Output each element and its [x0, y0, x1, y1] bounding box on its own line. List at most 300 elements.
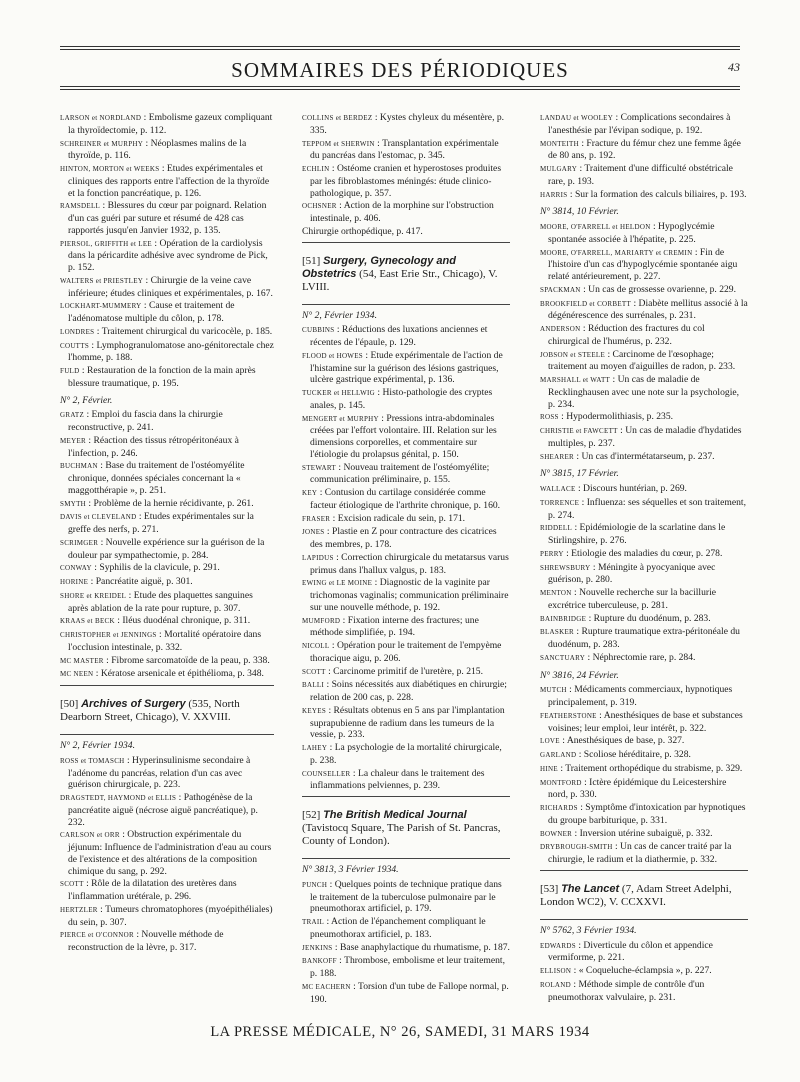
entry-authors: EDWARDS: [540, 941, 576, 950]
entry-authors: LARSON et NORDLAND: [60, 114, 142, 122]
entry-text: Fixation interne des fractures; une méthode simplifiée, p. 194.: [310, 614, 479, 639]
entry-text: Carcinome de l'œsophage; traitement au moyen d'aiguilles de radon, p. 233.: [548, 348, 736, 373]
entry-text: Symptôme d'intoxication par hypnotiques du groupe barbiturique, p. 331.: [548, 802, 746, 826]
entry-authors: BUCHMAN: [60, 462, 98, 471]
entry-authors: CARLSON et ORR: [60, 831, 120, 840]
entry-authors: MENTON: [540, 589, 572, 597]
entry-text: Diverticule du côlon et appendice vermiforme, p. 221.: [548, 939, 713, 964]
entry-authors: MC MASTER: [60, 656, 104, 665]
entry-authors: COUNSELLER: [302, 769, 351, 778]
entry: KEY : Contusion du cartilage considérée comme facteur étiologique de l'arthrite chronique, p. 160.: [302, 487, 501, 511]
header-rule-bottom-2: [60, 89, 740, 90]
journal-title: [302, 809, 510, 848]
entry: ANDERSON : Réduction des fractures du col chirurgical de l'humérus, p. 232.: [540, 323, 705, 347]
entry-authors: ROLAND: [540, 980, 571, 989]
entry-text: Carcinome primitif de l'uretère, p. 215.: [333, 665, 483, 677]
entry: FLOOD et HOWES : Etude expérimentale de l'action de l'histamine sur la guérison des lésions gastriques, ulcère gastrique expérimental, p. 136.: [302, 349, 503, 386]
journal-address: (Tavistocq Square, The Parish of St. Pancras, County of London).: [302, 822, 501, 847]
journal-number: [52]: [302, 809, 321, 821]
entry-text: Un cas de maladie d'hydatides multiples, p. 237.: [548, 425, 742, 449]
journal-name: Archives of Surgery: [81, 698, 186, 710]
entry: BOWNER : Inversion utérine subaiguë, p. 332.: [540, 827, 713, 839]
entry-authors: BLASKER: [540, 628, 574, 637]
entry: LARSON et NORDLAND : Embolisme gazeux compliquant la thyroïdectomie, p. 112.: [60, 112, 273, 136]
entry-authors: EWING et LE MOINE: [302, 579, 373, 588]
entry-text: Discours huntérian, p. 269.: [583, 483, 687, 494]
entry-text: Rôle de la dilatation des uretères dans l'inflammation urétérale, p. 296.: [68, 878, 237, 902]
entry-text: Pathogénèse de la pancréatite aiguë (nécrose aiguë pancréatique), p. 232.: [68, 792, 258, 828]
entry-text: Inversion utérine subaiguë, p. 332.: [579, 827, 713, 839]
column-1: [60, 112, 274, 955]
entry: TEPPOM et SHERWIN : Transplantation expérimentale du pancréas dans l'estomac, p. 345.: [302, 137, 499, 162]
entry: FEATHERSTONE : Anesthésiques de base et substances voisines; leur emploi, leur intérêt, p. 322.: [540, 709, 743, 734]
entry: MONTEITH : Fracture du fémur chez une femme âgée de 80 ans, p. 192.: [540, 137, 741, 162]
entry-text: Rupture du duodénum, p. 283.: [593, 612, 711, 624]
entry-text: Fracture du fémur chez une femme âgée de 80 ans, p. 192.: [548, 137, 741, 162]
entry-text: Etude expérimentale de l'action de l'histamine sur la guérison des lésions gastriques, ulcère gastrique expérimental, p. 136.: [310, 349, 503, 386]
entry-text: Base du traitement de l'ostéomyélite chronique, données spéciales concernant la « maggotthérapie », p. 251.: [68, 460, 245, 496]
entry: MEYER : Réaction des tissus rétropéritonéaux à l'infection, p. 246.: [60, 434, 239, 459]
entry-text: Scoliose héréditaire, p. 328.: [583, 749, 691, 760]
entry-authors: BALLI: [302, 681, 325, 690]
entry-authors: DAVIS et CLEVELAND: [60, 513, 137, 522]
entry-authors: WALTERS et PRIESTLEY: [60, 276, 144, 285]
entry-authors: SCOTT: [60, 880, 84, 889]
entry-authors: MULGARY: [540, 165, 578, 173]
entry-text: Histo-pathologie des cryptes anales, p. 145.: [310, 387, 493, 411]
entry-authors: MENGERT et MURPHY: [302, 414, 379, 423]
entry: BUCHMAN : Base du traitement de l'ostéomyélite chronique, données spéciales concernant la « maggotthérapie », p. 251.: [60, 460, 245, 496]
entry-text: Nouveau traitement de l'ostéomyélite; communication préliminaire, p. 155.: [310, 461, 490, 486]
entry: KEYES : Résultats obtenus en 5 ans par l'implantation suprapubienne de radium dans les tumeurs de la vessie, p. 233.: [302, 704, 505, 741]
entry: SCOTT : Carcinome primitif de l'uretère, p. 215.: [302, 665, 483, 677]
entry-text: Action de la morphine sur l'obstruction intestinale, p. 406.: [310, 200, 494, 224]
entry: STEWART : Nouveau traitement de l'ostéomyélite; communication préliminaire, p. 155.: [302, 461, 490, 486]
entry: MENGERT et MURPHY : Pressions intra-abdominales créées par l'effort volontaire. III. Relation sur les dimensions corporelles, et commentaire sur l'étiologie du prolapsus génital, p. 150.: [302, 412, 497, 460]
header-rule-top-2: [60, 49, 740, 50]
entry-text: Diabète mellitus associé à la dégénérescence des surrénales, p. 231.: [548, 297, 748, 322]
entry: COUTTS : Lymphogranulomatose ano-génitorectale chez l'homme, p. 188.: [60, 339, 274, 364]
entry: CUBBINS : Réductions des luxations anciennes et récentes de l'épaule, p. 129.: [302, 324, 488, 348]
entry-authors: SCHREINER et MURPHY: [60, 139, 144, 148]
entry-text: Rupture traumatique extra-péritonéale du duodénum, p. 283.: [548, 626, 740, 650]
entry-text: Méthode simple de contrôle d'un pneumothorax valvulaire, p. 231.: [548, 978, 705, 1003]
entry-authors: LAPIDUS: [302, 553, 334, 562]
entry-authors: SHORE et KREIDEL: [60, 591, 127, 600]
entry-text: Hyperinsulinisme secondaire à l'adénome du pancréas, relation d'un cas avec guérison chirurgicale, p. 223.: [68, 754, 251, 791]
entry: WALTERS et PRIESTLEY : Chirurgie de la veine cave inférieure; études cliniques et expérimentales, p. 167.: [60, 274, 273, 299]
entry: PERRY : Etiologie des maladies du cœur, p. 278.: [540, 547, 723, 559]
entry: TRAIL : Action de l'épanchement compliquant le pneumothorax artificiel, p. 183.: [302, 916, 486, 940]
entry-text: Méningite à pyocyanique avec guérison, p. 280.: [548, 561, 716, 586]
page-number: 43: [728, 60, 740, 74]
entry-text: Excision radicale du sein, p. 171.: [337, 512, 466, 524]
entry: FULD : Restauration de la fonction de la main après blessure traumatique, p. 195.: [60, 365, 256, 389]
page-footer: LA PRESSE MÉDICALE, N° 26, SAMEDI, 31 MARS 1934: [210, 1024, 590, 1040]
entry: HINTON, MORTON et WEEKS : Etudes expérimentales et cliniques des rapports entre l'affection de la thyroïde et la fonction pancréatique, p. 126.: [60, 163, 270, 199]
entry: SCHREINER et MURPHY : Néoplasmes malins de la thyroïde, p. 116.: [60, 137, 247, 162]
entry-authors: SHREWSBURY: [540, 563, 591, 572]
entry-text: Quelques points de technique pratique dans le traitement de la tuberculose pulmonaire par le pneumothorax artificiel, p. 179.: [310, 878, 502, 915]
journal-block: [540, 870, 748, 920]
entry: SANCTUARY : Néphrectomie rare, p. 284.: [540, 651, 696, 663]
entry: MC EACHERN : Torsion d'un tube de Fallope normal, p. 190.: [302, 980, 509, 1005]
entry-text: Contusion du cartilage considérée comme facteur étiologique de l'arthrite chronique, p. 160.: [310, 487, 501, 511]
entry: JONES : Plastie en Z pour contracture des cicatrices des membres, p. 178.: [302, 526, 497, 550]
entry-authors: HINE: [540, 764, 558, 773]
entry: EDWARDS : Diverticule du côlon et appendice vermiforme, p. 221.: [540, 939, 713, 964]
entry-text: Etiologie des maladies du cœur, p. 278.: [571, 547, 723, 559]
entry: TUCKER et HELLWIG : Histo-pathologie des cryptes anales, p. 145.: [302, 387, 493, 411]
entry: BROOKFIELD et CORBETT : Diabète mellitus associé à la dégénérescence des surrénales, p. 231.: [540, 297, 748, 322]
page-header: [60, 40, 740, 100]
entry-text: Plastie en Z pour contracture des cicatrices des membres, p. 178.: [310, 526, 497, 550]
header-rule-top: [60, 46, 740, 47]
entry: DAVIS et CLEVELAND : Etudes expérimentales sur la greffe des nerfs, p. 271.: [60, 511, 254, 535]
entry-authors: SPACKMAN: [540, 285, 581, 294]
entry-authors: COLLINS et BERDEZ: [302, 114, 373, 122]
entry-authors: MC EACHERN: [302, 982, 351, 991]
entry-authors: LONDRES: [60, 327, 95, 336]
entry: ECHLIN : Ostéome cranien et hyperostoses produites par les fibroblastomes méningés: étude clinico-pathologique, p. 357.: [302, 163, 502, 199]
entry-text: Sur la formation des calculs biliaires, p. 193.: [574, 188, 747, 200]
entry-text: Etude des plaquettes sanguines après ablation de la rate pour rupture, p. 307.: [68, 589, 253, 614]
entry-authors: ECHLIN: [302, 165, 330, 173]
journal-address: (7, Adam Street Adelphi, London WC2), V. CCXXVI.: [540, 882, 732, 908]
entry-text: Opération de la cardiolysis dans la péricardite adhésive avec syndrome de Pick, p. 152.: [68, 237, 268, 273]
entry-text: La chaleur dans le traitement des inflammations pelviennes, p. 239.: [310, 767, 485, 792]
entry-text: Un cas de maladie de Recklinghausen avec une note sur la psychologie, p. 234.: [548, 374, 740, 410]
entry: MOORE, O'FARRELL et HELDON : Hypoglycémie spontanée associée à l'hépatite, p. 225.: [540, 221, 715, 245]
entry: DRYBROUGH-SMITH : Un cas de cancer traité par la chirurgie, le radium et la diathermie, p. 332.: [540, 841, 732, 865]
journal-number: [50]: [60, 698, 79, 710]
entry: MC NEEN : Kératose arsenicale et épithélioma, p. 348.: [60, 668, 264, 680]
issue-heading: N° 3816, 24 Février.: [540, 669, 619, 681]
entry-authors: LAHEY: [302, 744, 328, 752]
entry: SHORE et KREIDEL : Etude des plaquettes sanguines après ablation de la rate pour rupture, p. 307.: [60, 589, 253, 614]
entry: ROLAND : Méthode simple de contrôle d'un pneumothorax valvulaire, p. 231.: [540, 978, 705, 1003]
entry-text: Etudes expérimentales et cliniques des rapports entre l'affection de la thyroïde et la fonction pancréatique, p. 126.: [68, 163, 270, 199]
entry-text: Base anaphylactique du rhumatisme, p. 187.: [339, 941, 510, 953]
entry-authors: TORRENCE: [540, 498, 580, 507]
entry: TORRENCE : Influenza: ses séquelles et son traitement, p. 274.: [540, 496, 746, 521]
journal-title: [540, 883, 748, 909]
entry-text: Hypodermolithiasis, p. 235.: [566, 411, 674, 423]
entry: SHREWSBURY : Méningite à pyocyanique avec guérison, p. 280.: [540, 561, 716, 586]
entry: JOBSON et STEELE : Carcinome de l'œsophage; traitement au moyen d'aiguilles de radon, p. 233.: [540, 348, 736, 373]
entry: MOORE, O'FARRELL, MARIARTY et CREMIN : Fin de l'histoire d'un cas d'hypoglycémie spontanée aigu relaté antérieurement, p. 227.: [540, 246, 738, 282]
entry: HERTZLER : Tumeurs chromatophores (myoépithéliales) du sein, p. 307.: [60, 903, 273, 928]
issue-heading: N° 2, Février.: [60, 394, 113, 406]
entry: LOCKHART-MUMMERY : Cause et traitement de l'adénomatose multiple du côlon, p. 178.: [60, 300, 235, 324]
entry-text: Réaction des tissus rétropéritonéaux à l'infection, p. 246.: [68, 434, 239, 459]
issue-heading: N° 5762, 3 Février 1934.: [540, 924, 637, 936]
entry-authors: SMYTH: [60, 499, 87, 508]
entry-authors: LOVE: [540, 737, 560, 746]
entry: COLLINS et BERDEZ : Kystes chyleux du mésentère, p. 335.: [302, 112, 505, 136]
entry: CONWAY : Syphilis de la clavicule, p. 291.: [60, 562, 220, 574]
entry-authors: HARRIS: [540, 190, 568, 199]
journal-address: (535, North Dearborn Street, Chicago), V. XXVIII.: [60, 698, 240, 723]
entry-text: Néphrectomie rare, p. 284.: [592, 651, 696, 663]
entry: [302, 226, 510, 238]
entry-text: Pressions intra-abdominales créées par l'effort volontaire. III. Relation sur les dimensions corporelles, et commentaire sur l'étiologie du prolapsus génital, p. 150.: [310, 412, 497, 460]
entry: LOVE : Anesthésiques de base, p. 327.: [540, 735, 685, 747]
entry-text: Tumeurs chromatophores (myoépithéliales) du sein, p. 307.: [68, 903, 273, 928]
entry-authors: MOORE, O'FARRELL et HELDON: [540, 223, 651, 231]
entry-authors: OCHSNER: [302, 202, 337, 211]
entry-text: Ictère épidémique du Leicestershire nord, p. 330.: [548, 776, 727, 801]
entry: MUTCH : Médicaments commerciaux, hypnotiques principalement, p. 319.: [540, 684, 733, 708]
entry-text: Torsion d'un tube de Fallope normal, p. 190.: [310, 980, 509, 1005]
entry-text: Kératose arsenicale et épithélioma, p. 348.: [100, 668, 264, 680]
entry-authors: BANKOFF: [302, 957, 337, 966]
entry-text: Transplantation expérimentale du pancréas dans l'estomac, p. 345.: [310, 137, 499, 162]
entry: HINE : Traitement orthopédique du strabisme, p. 329.: [540, 762, 743, 774]
entry-authors: HORINE: [60, 578, 89, 586]
entry: WALLACE : Discours huntérian, p. 269.: [540, 483, 687, 494]
entry-authors: KEY: [302, 489, 318, 497]
entry: PIERSOL, GRIFFITH et LEE : Opération de la cardiolysis dans la péricardite adhésive avec syndrome de Pick, p. 152.: [60, 237, 268, 273]
entry: LONDRES : Traitement chirurgical du varicocèle, p. 185.: [60, 325, 273, 337]
entry-authors: DRYBROUGH-SMITH: [540, 843, 613, 852]
entry: BAINBRIDGE : Rupture du duodénum, p. 283.: [540, 612, 711, 624]
entry: RICHARDS : Symptôme d'intoxication par hypnotiques du groupe barbiturique, p. 331.: [540, 802, 746, 826]
entry-text: Embolisme gazeux compliquant la thyroïdectomie, p. 112.: [68, 112, 273, 136]
entry: GARLAND : Scoliose héréditaire, p. 328.: [540, 749, 691, 760]
entry: JENKINS : Base anaphylactique du rhumatisme, p. 187.: [302, 941, 510, 953]
entry-authors: MC NEEN: [60, 670, 94, 679]
entry-text: « Coqueluche-éclampsia », p. 227.: [578, 965, 712, 976]
entry: LAHEY : La psychologie de la mortalité chirurgicale, p. 238.: [302, 742, 502, 766]
entry-authors: MONTEITH: [540, 139, 579, 148]
entry-text: Complications secondaires à l'anesthésie par l'évipan sodique, p. 192.: [548, 112, 731, 136]
entry-text: Un cas de cancer traité par la chirurgie, le radium et la diathermie, p. 332.: [548, 841, 732, 865]
entry: SMYTH : Problème de la hernie récidivante, p. 261.: [60, 497, 254, 509]
entry-authors: FEATHERSTONE: [540, 711, 597, 720]
entry-authors: BOWNER: [540, 829, 573, 838]
entry-authors: MOORE, O'FARRELL, MARIARTY et CREMIN: [540, 248, 693, 257]
entry-text: Emploi du fascia dans la chirurgie reconstructive, p. 241.: [68, 409, 223, 433]
entry: SPACKMAN : Un cas de grossesse ovarienne, p. 229.: [540, 283, 737, 295]
entry-text: Correction chirurgicale du metatarsus varus primus dans l'hallux valgus, p. 183.: [310, 551, 509, 576]
entry-authors: COUTTS: [60, 341, 90, 350]
entry: HARRIS : Sur la formation des calculs biliaires, p. 193.: [540, 188, 747, 200]
entry-authors: SHEARER: [540, 452, 574, 461]
entry: SCRIMGER : Nouvelle expérience sur la guérison de la douleur par sympathectomie, p. 284.: [60, 536, 265, 561]
entry-authors: HERTZLER: [60, 905, 98, 914]
entry-authors: DRAGSTEDT, HAYMOND et ELLIS: [60, 794, 177, 802]
entry-text: Hypoglycémie spontanée associée à l'hépatite, p. 225.: [548, 221, 715, 245]
entry-authors: MARSHALL et WATT: [540, 376, 611, 384]
entry-text: Pancréatite aiguë, p. 301.: [95, 576, 193, 587]
entry-authors: PUNCH: [302, 880, 328, 889]
entry-text: Anesthésiques de base et substances voisines; leur emploi, leur intérêt, p. 322.: [548, 709, 743, 734]
entry: MUMFORD : Fixation interne des fractures; une méthode simplifiée, p. 194.: [302, 614, 479, 639]
entry-text: Opération pour le traitement de l'empyème thoracique aigu, p. 206.: [310, 640, 502, 664]
entry-authors: CHRISTOPHER et JENNINGS: [60, 631, 157, 639]
entry-text: Iléus duodénal chronique, p. 311.: [122, 615, 251, 627]
entry-authors: ELLISON: [540, 967, 572, 975]
entry: COUNSELLER : La chaleur dans le traitement des inflammations pelviennes, p. 239.: [302, 767, 485, 792]
entry-authors: CUBBINS: [302, 326, 335, 335]
entry: LANDAU et WOOLEY : Complications secondaires à l'anesthésie par l'évipan sodique, p. 192.: [540, 112, 731, 136]
entry: LAPIDUS : Correction chirurgicale du metatarsus varus primus dans l'hallux valgus, p. 183.: [302, 551, 509, 576]
entry-authors: RICHARDS: [540, 804, 578, 812]
entry-authors: FLOOD et HOWES: [302, 351, 363, 360]
entry-authors: FRASER: [302, 514, 331, 523]
entry: DRAGSTEDT, HAYMOND et ELLIS : Pathogénèse de la pancréatite aiguë (nécrose aiguë pancréatique), p. 232.: [60, 792, 258, 828]
entry-text: Restauration de la fonction de la main après blessure traumatique, p. 195.: [68, 365, 256, 389]
entry-text: Néoplasmes malins de la thyroïde, p. 116.: [68, 137, 247, 162]
entry: MULGARY : Traitement d'une difficulté obstétricale rare, p. 193.: [540, 163, 733, 187]
entry-text: Etudes expérimentales sur la greffe des nerfs, p. 271.: [68, 511, 254, 535]
entry-text: Kystes chyleux du mésentère, p. 335.: [310, 112, 505, 136]
entry: MENTON : Nouvelle recherche sur la bacillurie excrétrice tuberculeuse, p. 281.: [540, 587, 717, 611]
entry-text: Obstruction expérimentale du jéjunum: Influence de l'administration d'eau au cours de l'existence et des altérations de la composition chimique du sang, p. 292.: [68, 829, 272, 877]
entry-authors: RAMSDELL: [60, 202, 101, 211]
entry-text: Nouvelle méthode de reconstruction de la lèvre, p. 317.: [68, 929, 224, 953]
entry-text: Résultats obtenus en 5 ans par l'implantation suprapubienne de radium dans les tumeurs de la vessie, p. 233.: [310, 704, 505, 741]
entry-authors: BROOKFIELD et CORBETT: [540, 299, 632, 308]
entry-authors: GARLAND: [540, 751, 577, 759]
entry-text: Lymphogranulomatose ano-génitorectale chez l'homme, p. 188.: [68, 339, 274, 364]
entry-authors: CHRISTIE et FAWCETT: [540, 427, 618, 435]
entry-text: Traitement d'une difficulté obstétricale rare, p. 193.: [548, 163, 733, 187]
entry-authors: KRAAS et BECK: [60, 617, 115, 626]
entry: EWING et LE MOINE : Diagnostic de la vaginite par trichomonas vaginalis; communication préliminaire sur une nouvelle méthode, p. 192.: [302, 577, 509, 613]
entry-text: Syphilis de la clavicule, p. 291.: [99, 562, 220, 574]
entry: FRASER : Excision radicale du sein, p. 171.: [302, 512, 466, 524]
entry-authors: MUTCH: [540, 686, 567, 695]
entry-authors: PERRY: [540, 549, 564, 558]
entry: BANKOFF : Thrombose, embolisme et leur traitement, p. 188.: [302, 955, 505, 979]
journal-name: Surgery, Gynecology and Obstetrics: [302, 254, 456, 280]
issue-heading: N° 2, Février 1934.: [60, 740, 135, 751]
entry-text: Traitement orthopédique du strabisme, p. 329.: [565, 762, 743, 774]
entry-authors: JENKINS: [302, 943, 333, 952]
entry: ROSS : Hypodermolithiasis, p. 235.: [540, 411, 674, 423]
entry-text: Epidémiologie de la scarlatine dans le Stirlingshire, p. 276.: [548, 522, 726, 546]
entry-authors: SCOTT: [302, 667, 326, 676]
entry-text: Thrombose, embolisme et leur traitement, p. 188.: [310, 955, 505, 979]
entry-text: Réductions des luxations anciennes et récentes de l'épaule, p. 129.: [310, 324, 488, 348]
journal-block: [302, 242, 510, 305]
entry-text: Blessures du cœur par poignard. Relation d'un cas guéri par suture et résumé de 428 cas rapportés jusqu'en Janvier 1932, p. 135.: [68, 200, 267, 236]
entry-text: Un cas de grossesse ovarienne, p. 229.: [588, 283, 737, 295]
issue-heading: N° 2, Février 1934.: [302, 309, 377, 321]
journal-name: The British Medical Journal: [323, 809, 467, 821]
entry-text: Mortalité opératoire dans l'occlusion intestinale, p. 332.: [68, 629, 262, 653]
entry: KRAAS et BECK : Iléus duodénal chronique, p. 311.: [60, 615, 251, 627]
entry-authors: FULD: [60, 367, 80, 375]
journal-name: The Lancet: [561, 882, 620, 895]
entry-text: Anesthésiques de base, p. 327.: [566, 735, 685, 747]
entry: HORINE : Pancréatite aiguë, p. 301.: [60, 576, 193, 587]
entry-authors: MONTFORD: [540, 778, 582, 787]
column-2: [302, 112, 510, 1006]
entry: RAMSDELL : Blessures du cœur par poignard. Relation d'un cas guéri par suture et résumé de 428 cas rapportés jusqu'en Janvier 1932, p. 135.: [60, 200, 267, 236]
entry-text: Traitement chirurgical du varicocèle, p. 185.: [101, 325, 273, 337]
entry: ROSS et TOMASCH : Hyperinsulinisme secondaire à l'adénome du pancréas, relation d'un cas avec guérison chirurgicale, p. 223.: [60, 754, 251, 791]
entry-authors: KEYES: [302, 706, 327, 715]
entry-authors: BAINBRIDGE: [540, 614, 587, 623]
header-rule-bottom: [60, 86, 740, 87]
entry-authors: ANDERSON: [540, 325, 581, 333]
entry-authors: TEPPOM et SHERWIN: [302, 139, 375, 148]
entry: CARLSON et ORR : Obstruction expérimentale du jéjunum: Influence de l'administration d'eau au cours de l'existence et des altérations de la composition chimique du sang, p. 292.: [60, 829, 272, 877]
journal-title: [60, 698, 274, 724]
entry-authors: TRAIL: [302, 918, 325, 926]
entry: CHRISTIE et FAWCETT : Un cas de maladie d'hydatides multiples, p. 237.: [540, 425, 742, 449]
entry-authors: NICOLL: [302, 642, 330, 650]
entry-authors: SANCTUARY: [540, 653, 586, 662]
entry-text: La psychologie de la mortalité chirurgicale, p. 238.: [310, 742, 502, 766]
entry-text: Chirurgie orthopédique, p. 417.: [302, 225, 423, 237]
entry-authors: JOBSON et STEELE: [540, 350, 606, 359]
entry: RIDDELL : Epidémiologie de la scarlatine dans le Stirlingshire, p. 276.: [540, 522, 726, 546]
entry-text: Cause et traitement de l'adénomatose multiple du côlon, p. 178.: [68, 300, 235, 324]
issue-heading: N° 3813, 3 Février 1934.: [302, 864, 399, 875]
journal-number: [51]: [302, 254, 321, 267]
entry: SHEARER : Un cas d'intermétatarseum, p. 237.: [540, 450, 715, 462]
entry: MC MASTER : Fibrome sarcomatoïde de la peau, p. 338.: [60, 654, 270, 666]
entry-text: Soins nécessités aux diabétiques en chirurgie; relation de 200 cas, p. 228.: [310, 679, 507, 703]
entry-text: Diagnostic de la vaginite par trichomonas vaginalis; communication préliminaire sur une nouvelle méthode, p. 192.: [310, 577, 509, 613]
entry-authors: MUMFORD: [302, 616, 341, 625]
entry: PIERCE et O'CONNOR : Nouvelle méthode de reconstruction de la lèvre, p. 317.: [60, 929, 224, 953]
entry: CHRISTOPHER et JENNINGS : Mortalité opératoire dans l'occlusion intestinale, p. 332.: [60, 629, 262, 653]
entry-text: Nouvelle recherche sur la bacillurie excrétrice tuberculeuse, p. 281.: [548, 587, 717, 611]
entry-text: Influenza: ses séquelles et son traitement, p. 274.: [548, 496, 746, 521]
issue-heading: N° 3815, 17 Février.: [540, 468, 619, 480]
page-title: SOMMAIRES DES PÉRIODIQUES: [231, 58, 569, 82]
entry-authors: SCRIMGER: [60, 538, 99, 547]
entry-authors: ROSS et TOMASCH: [60, 756, 125, 765]
entry-authors: LANDAU et WOOLEY: [540, 114, 614, 122]
entry-text: Réduction des fractures du col chirurgical de l'humérus, p. 232.: [548, 323, 705, 347]
entry-authors: PIERSOL, GRIFFITH et LEE: [60, 239, 152, 248]
entry: PUNCH : Quelques points de technique pratique dans le traitement de la tuberculose pulmonaire par le pneumothorax artificiel, p. 179.: [302, 878, 502, 915]
entry-authors: WALLACE: [540, 485, 576, 493]
entry: NICOLL : Opération pour le traitement de l'empyème thoracique aigu, p. 206.: [302, 640, 502, 664]
journal-title: [302, 255, 510, 294]
entry: MARSHALL et WATT : Un cas de maladie de Recklinghausen avec une note sur la psychologie, p. 234.: [540, 374, 740, 410]
journal-block: [60, 685, 274, 735]
entry: MONTFORD : Ictère épidémique du Leicestershire nord, p. 330.: [540, 776, 727, 801]
entry: OCHSNER : Action de la morphine sur l'obstruction intestinale, p. 406.: [302, 200, 494, 224]
entry-authors: GRATZ: [60, 411, 85, 420]
entry-text: Fin de l'histoire d'un cas d'hypoglycémie spontanée aigu relaté antérieurement, p. 227.: [548, 246, 738, 282]
entry: BLASKER : Rupture traumatique extra-péritonéale du duodénum, p. 283.: [540, 626, 740, 650]
entry-authors: ROSS: [540, 413, 559, 422]
entry-authors: HINTON, MORTON et WEEKS: [60, 165, 160, 173]
entry-authors: MEYER: [60, 436, 86, 445]
entry-text: Chirurgie de la veine cave inférieure; études cliniques et expérimentales, p. 167.: [68, 274, 273, 299]
journal-block: [302, 796, 510, 859]
entry-authors: PIERCE et O'CONNOR: [60, 931, 134, 940]
journal-number: [53]: [540, 882, 559, 895]
entry-authors: JONES: [302, 528, 325, 537]
entry-text: Nouvelle expérience sur la guérison de la douleur par sympathectomie, p. 284.: [68, 536, 265, 561]
entry-authors: CONWAY: [60, 564, 92, 573]
entry-text: Un cas d'intermétatarseum, p. 237.: [581, 450, 715, 462]
entry-text: Fibrome sarcomatoïde de la peau, p. 338.: [111, 654, 270, 666]
entry-text: Problème de la hernie récidivante, p. 261.: [93, 497, 254, 509]
entry: GRATZ : Emploi du fascia dans la chirurgie reconstructive, p. 241.: [60, 409, 223, 433]
entry-authors: RIDDELL: [540, 524, 573, 533]
entry-authors: TUCKER et HELLWIG: [302, 389, 376, 397]
